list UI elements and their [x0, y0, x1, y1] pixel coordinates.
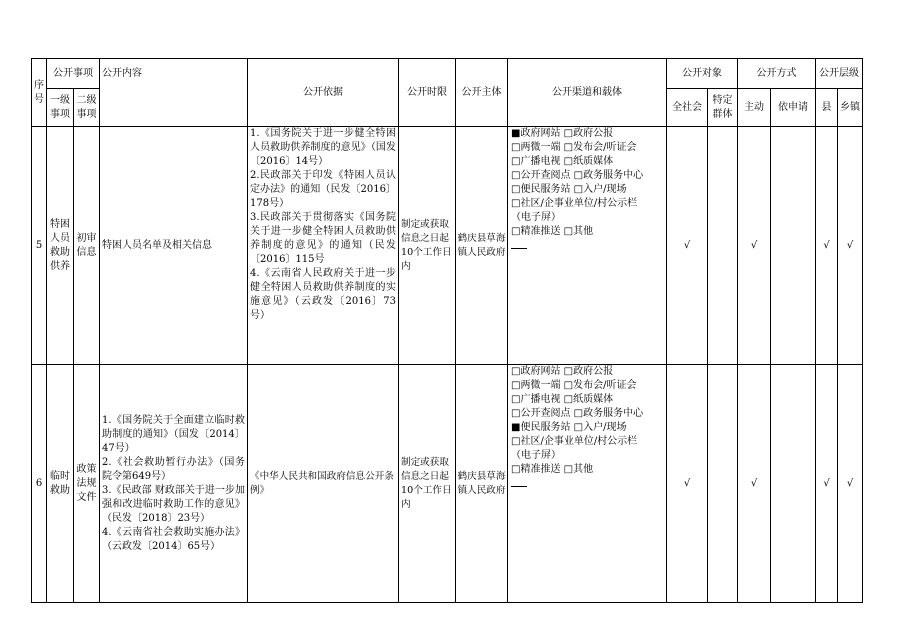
- channel-item: □两微一端 □发布会/听证会: [511, 142, 637, 153]
- tick-target-specific: [708, 127, 738, 365]
- basis-item: 3.民政部关于贯彻落实《国务院关于进一步健全特困人员救助供养制度的意见》的通知（民发〔2016〕115号: [250, 212, 396, 265]
- tick-target-specific: [708, 365, 738, 603]
- disclosure-table: [31, 58, 863, 603]
- basis-item: 2.《社会救助暂行办法》（国务院令第649号）: [102, 456, 245, 482]
- row-level2: 初审信息: [74, 127, 100, 365]
- header-matters: 公开事项: [47, 59, 100, 89]
- row-basis: [248, 127, 399, 365]
- row-time-limit: 制定或获取信息之日起10个工作日内: [399, 365, 456, 603]
- row-level1: 临时救助: [47, 365, 74, 603]
- header-content: 公开内容: [100, 59, 248, 127]
- header-level1: 一级事项: [47, 89, 74, 127]
- channel-item: （电子屏）: [511, 450, 561, 461]
- channel-item: □广播电视 □纸质媒体: [511, 156, 614, 167]
- tick-target-all: √: [667, 127, 708, 365]
- header-target: 公开对象: [667, 59, 738, 89]
- channel-item-last: [511, 225, 663, 249]
- tick-method-apply: [771, 365, 816, 603]
- header-level-town: 乡镇: [838, 89, 863, 127]
- channel-item: （电子屏）: [511, 212, 561, 223]
- channel-item: □精准推送 □其他: [511, 464, 594, 475]
- tick-method-apply: [771, 127, 816, 365]
- tick-method-active: √: [738, 365, 771, 603]
- blank-line: [511, 477, 527, 487]
- row-level1: 特困人员救助供养: [47, 127, 74, 365]
- channel-item: □社区/企事业单位/村公示栏: [511, 436, 638, 447]
- tick-target-all: √: [667, 365, 708, 603]
- header-seq: 序号: [32, 59, 47, 127]
- header-level: 公开层级: [816, 59, 863, 89]
- header-row-1: [32, 59, 863, 89]
- channel-item: □便民服务站 □入户/现场: [511, 184, 627, 195]
- row-level2: 政策法规文件: [74, 365, 100, 603]
- basis-item: 1.《国务院关于进一步健全特困人员救助供养制度的意见》（国发〔2016〕14号）: [250, 128, 396, 167]
- row-subject: 鹤庆县草海镇人民政府: [456, 127, 508, 365]
- channel-item: □公开查阅点 □政务服务中心: [511, 170, 644, 181]
- header-target-all: 全社会: [667, 89, 708, 127]
- row-content: 特困人员名单及相关信息: [100, 127, 248, 365]
- header-method: 公开方式: [738, 59, 816, 89]
- tick-method-active: √: [738, 127, 771, 365]
- header-level-county: 县: [816, 89, 838, 127]
- basis-item: 3.《民政部 财政部关于进一步加强和改进临时救助工作的意见》（民发〔2018〕23号）: [102, 484, 245, 524]
- row-basis: 《中华人民共和国政府信息公开条例》: [248, 365, 399, 603]
- channel-item: □广播电视 □纸质媒体: [511, 394, 614, 405]
- header-subject: 公开主体: [456, 59, 508, 127]
- row-content: [100, 365, 248, 603]
- row-seq: 5: [32, 127, 47, 365]
- header-method-active: 主动: [738, 89, 771, 127]
- channel-item: ■便民服务站 □入户/现场: [511, 422, 627, 433]
- channel-item: □公开查阅点 □政务服务中心: [511, 408, 644, 419]
- tick-level-county: √: [816, 127, 838, 365]
- table-row: [32, 365, 863, 603]
- tick-level-town: √: [838, 365, 863, 603]
- header-target-specific: 特定群体: [708, 89, 738, 127]
- header-time-limit: 公开时限: [399, 59, 456, 127]
- basis-item: 4.《云南省人民政府关于进一步健全特困人员救助供养制度的实施意见》（云政发〔2016〕73号）: [250, 268, 396, 321]
- channel-item: ■政府网站 □政府公报: [511, 128, 614, 139]
- tick-level-county: √: [816, 365, 838, 603]
- basis-item: 4.《云南省社会救助实施办法》（云政发〔2014〕65号）: [102, 526, 245, 552]
- row-channels: [508, 127, 667, 365]
- channel-item: □社区/企事业单位/村公示栏: [511, 198, 638, 209]
- basis-item: 2.民政部关于印发《特困人员认定办法》的通知（民发〔2016〕178号）: [250, 170, 396, 209]
- channel-item: □政府网站 □政府公报: [511, 366, 614, 377]
- row-subject: 鹤庆县草海镇人民政府: [456, 365, 508, 603]
- blank-line: [511, 239, 527, 249]
- channel-item-last: [511, 463, 663, 487]
- channel-item: □精准推送 □其他: [511, 226, 594, 237]
- header-level2: 二级事项: [74, 89, 100, 127]
- basis-item: 1.《国务院关于全面建立临时救助制度的通知》（国发〔2014〕47号）: [102, 414, 245, 454]
- header-basis: 公开依据: [248, 59, 399, 127]
- row-seq: 6: [32, 365, 47, 603]
- table-row: [32, 127, 863, 365]
- channel-item: □两微一端 □发布会/听证会: [511, 380, 637, 391]
- header-channel: 公开渠道和载体: [508, 59, 667, 127]
- row-time-limit: 制定或获取信息之日起10个工作日内: [399, 127, 456, 365]
- row-channels: [508, 365, 667, 603]
- tick-level-town: √: [838, 127, 863, 365]
- header-method-apply: 依申请: [771, 89, 816, 127]
